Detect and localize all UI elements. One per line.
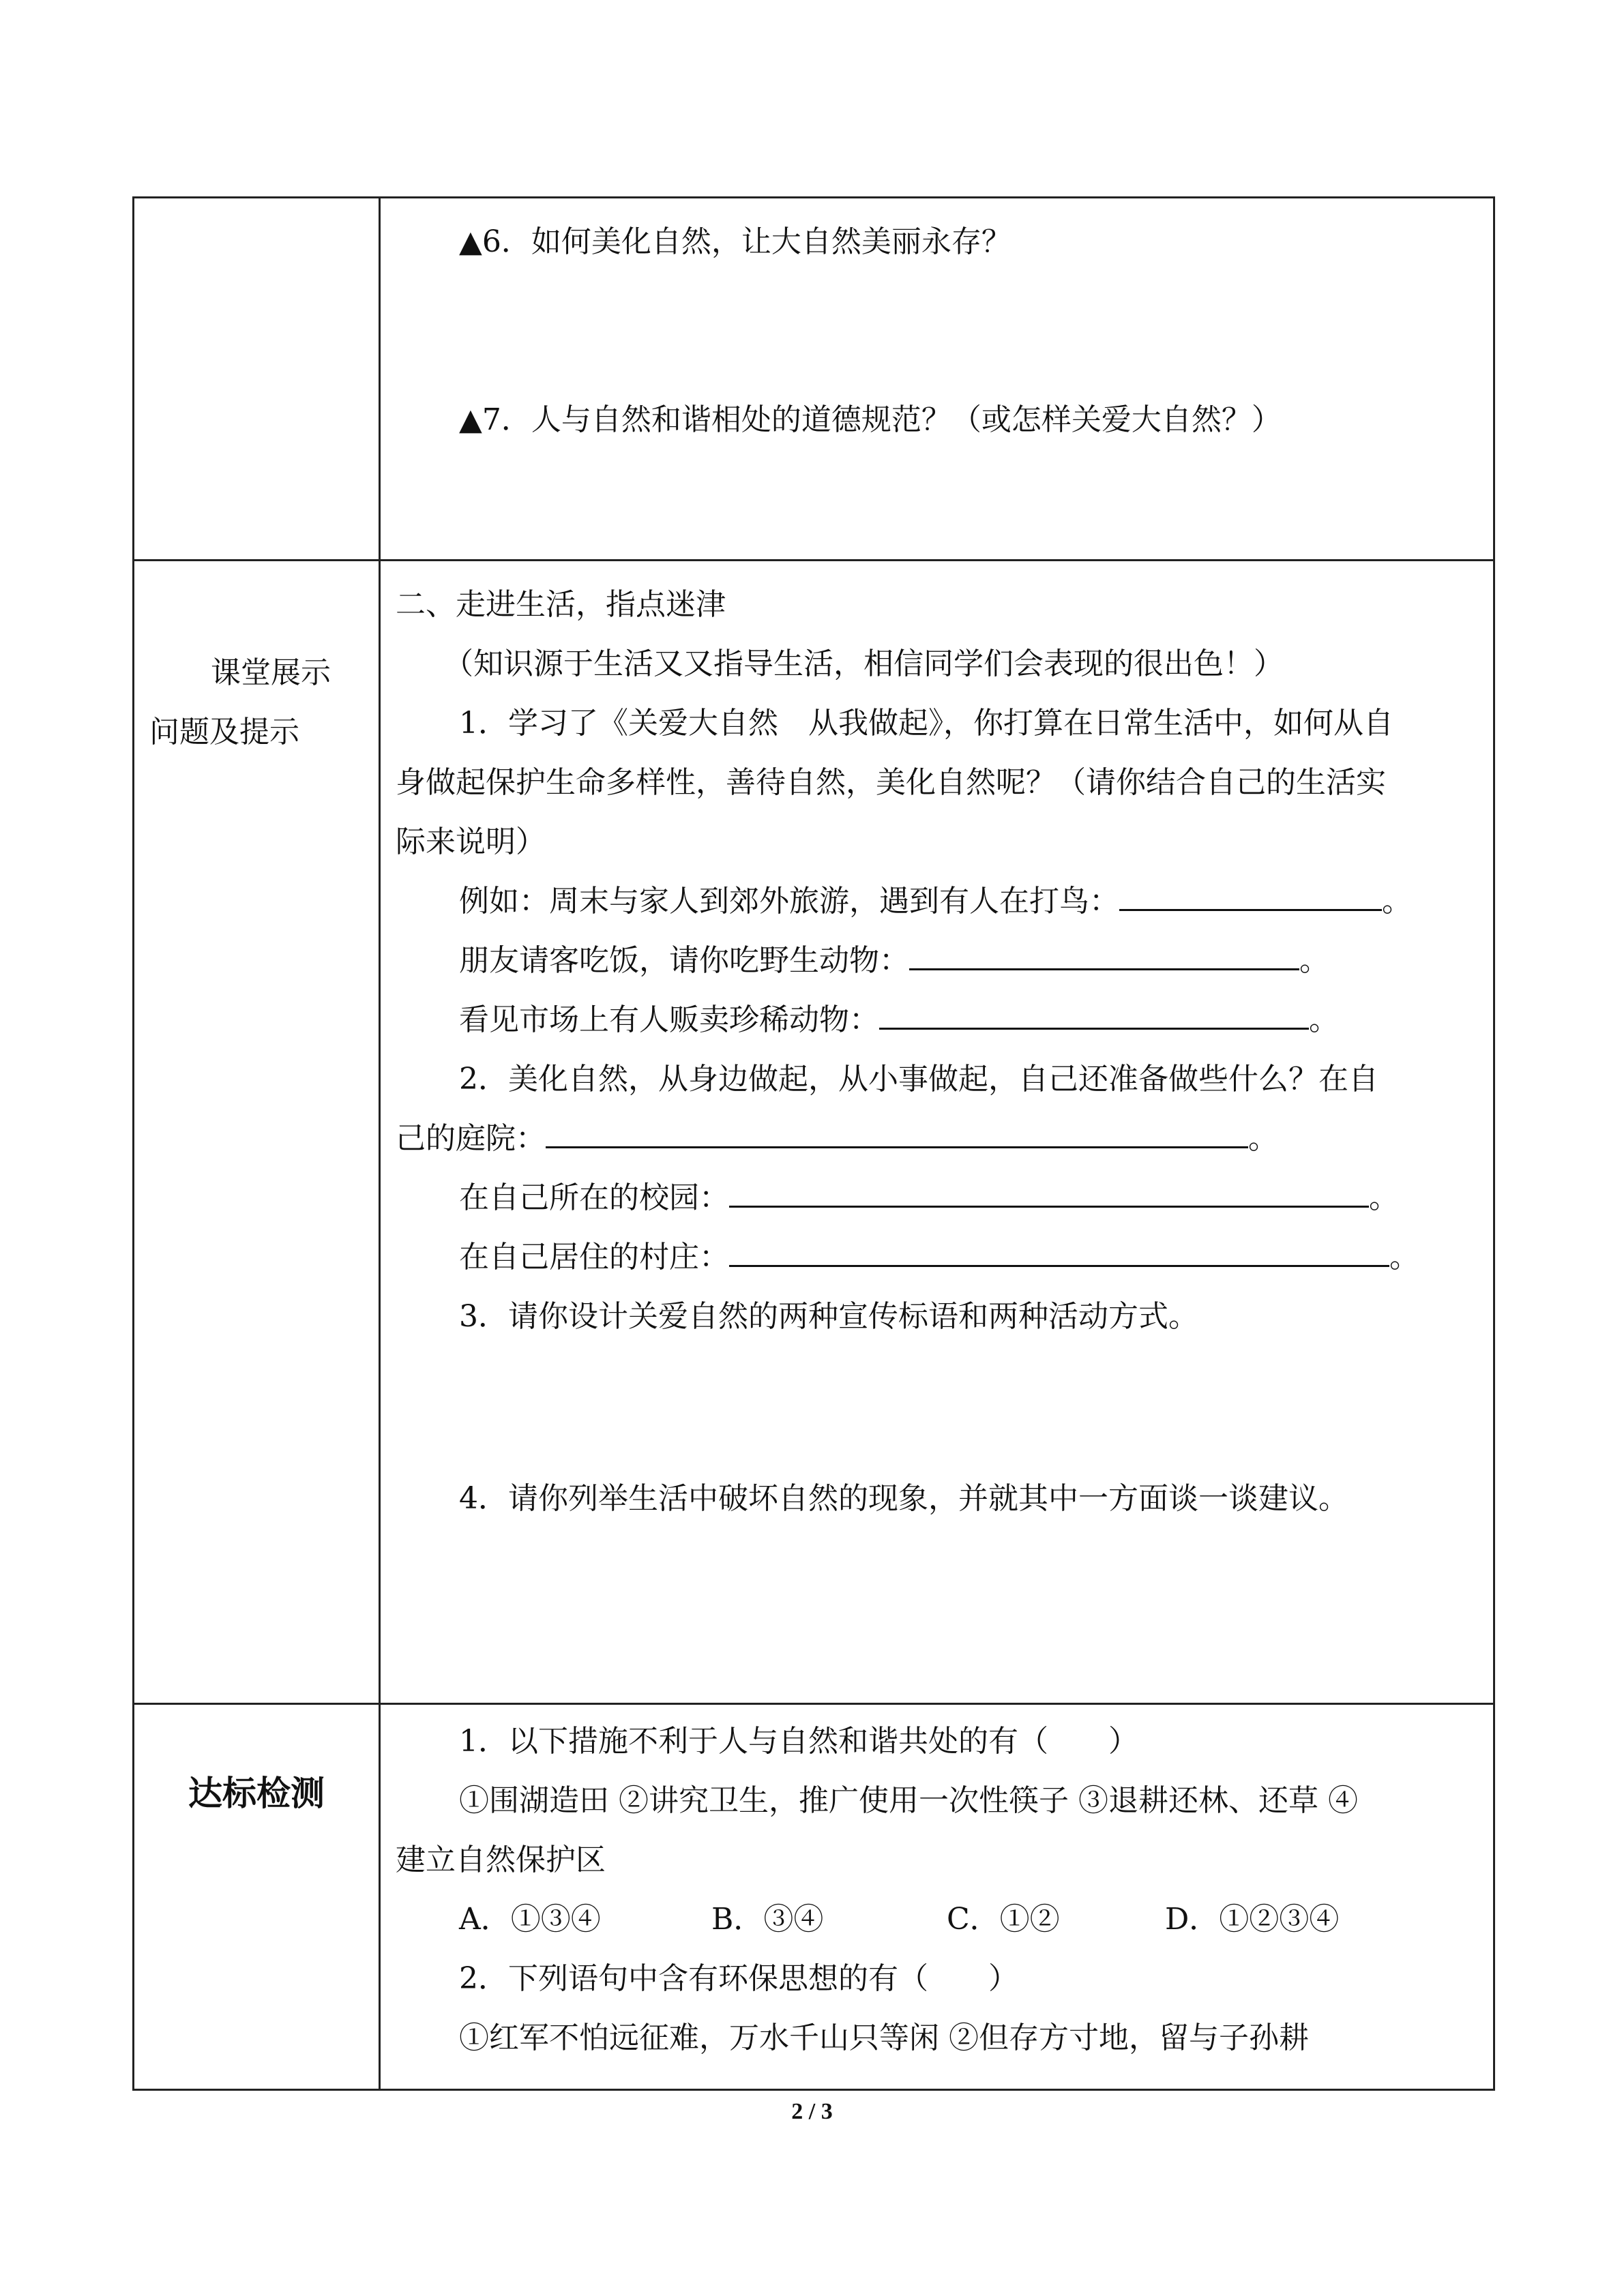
question-6: ▲6．如何美化自然，让大自然美丽永存？ <box>459 224 1012 259</box>
period: 。 <box>1382 884 1412 919</box>
question-2-campus <box>396 1168 1481 1227</box>
question-1-line-1: 1．学习了《关爱大自然 从我做起》，你打算在日常生活中，如何从自 <box>459 706 1393 741</box>
section-intro: （知识源于生活又又指导生活，相信同学们会表现的很出色！） <box>443 646 1284 681</box>
test-question-1: 1．以下措施不利于人与自然和谐共处的有（ ） <box>459 1724 1138 1759</box>
question-1-line-2: 身做起保护生命多样性，善待自然，美化自然呢？（请你结合自己的生活实 <box>396 765 1386 800</box>
row-questions-continued <box>134 198 1494 561</box>
example-text: 例如：周末与家人到郊外旅游，遇到有人在打鸟： <box>459 884 1119 919</box>
label-cell <box>134 561 380 1704</box>
answer-blank[interactable] <box>1119 878 1382 911</box>
content-cell <box>380 1704 1494 2090</box>
question-2-line-1: 2．美化自然，从身边做起，从小事做起，自己还准备做些什么？在自 <box>459 1062 1378 1097</box>
prompt-text: 在自己所在的校园： <box>459 1180 729 1215</box>
period: 。 <box>1299 943 1329 978</box>
option-a[interactable]: A．①③④ <box>459 1902 601 1937</box>
example-text: 朋友请客吃饭，请你吃野生动物： <box>459 943 909 978</box>
question-1-line-3: 际来说明） <box>396 824 546 859</box>
question-2-courtyard <box>396 1109 1481 1168</box>
prompt-text: 己的庭院： <box>396 1121 546 1156</box>
example-rare-animal-market <box>396 990 1481 1049</box>
test-question-1-items-1: ①围湖造田 ②讲究卫生，推广使用一次性筷子 ③退耕还林、还草 ④ <box>459 1783 1358 1818</box>
label-line-1: 课堂展示 <box>211 655 331 690</box>
question-3: 3．请你设计关爱自然的两种宣传标语和两种活动方式。 <box>459 1299 1198 1334</box>
answer-blank[interactable] <box>546 1115 1248 1148</box>
test-question-1-items-2: 建立自然保护区 <box>396 1843 606 1877</box>
row-assessment <box>134 1704 1494 2090</box>
page-number: 2 / 3 <box>791 2099 833 2124</box>
test-question-2-items: ①红军不怕远征难，万水千山只等闲 ②但存方寸地，留与子孙耕 <box>459 2021 1309 2055</box>
label-line-2: 问题及提示 <box>149 715 299 749</box>
example-wild-animal-meal <box>396 931 1481 990</box>
content-cell <box>380 198 1494 561</box>
content-cell <box>380 561 1494 1704</box>
example-bird-hunting <box>396 871 1481 931</box>
period: 。 <box>1389 1240 1419 1274</box>
period: 。 <box>1248 1121 1278 1156</box>
label-cell-assessment <box>134 1704 380 2090</box>
answer-blank[interactable] <box>909 937 1299 970</box>
worksheet-table <box>132 196 1495 2091</box>
option-b[interactable]: B．③④ <box>711 1902 824 1937</box>
assessment-label: 达标检测 <box>188 1774 325 1813</box>
label-cell-empty <box>134 198 380 561</box>
question-7: ▲7．人与自然和谐相处的道德规范？（或怎样关爱大自然？） <box>459 402 1282 437</box>
period: 。 <box>1309 1002 1339 1037</box>
example-text: 看见市场上有人贩卖珍稀动物： <box>459 1002 879 1037</box>
answer-blank[interactable] <box>879 996 1309 1030</box>
period: 。 <box>1369 1180 1399 1215</box>
prompt-text: 在自己居住的村庄： <box>459 1240 729 1274</box>
answer-blank[interactable] <box>729 1234 1389 1267</box>
option-d[interactable]: D．①②③④ <box>1165 1902 1340 1937</box>
section-heading: 二、走进生活，指点迷津 <box>396 587 726 622</box>
test-question-1-options <box>396 1890 1481 1949</box>
question-2-village <box>396 1227 1481 1287</box>
test-question-2: 2．下列语句中含有环保思想的有（ ） <box>459 1961 1018 1996</box>
answer-blank[interactable] <box>729 1174 1369 1208</box>
question-4: 4．请你列举生活中破坏自然的现象，并就其中一方面谈一谈建议。 <box>459 1481 1348 1516</box>
row-classroom-display <box>134 561 1494 1704</box>
option-c[interactable]: C．①② <box>947 1902 1060 1937</box>
